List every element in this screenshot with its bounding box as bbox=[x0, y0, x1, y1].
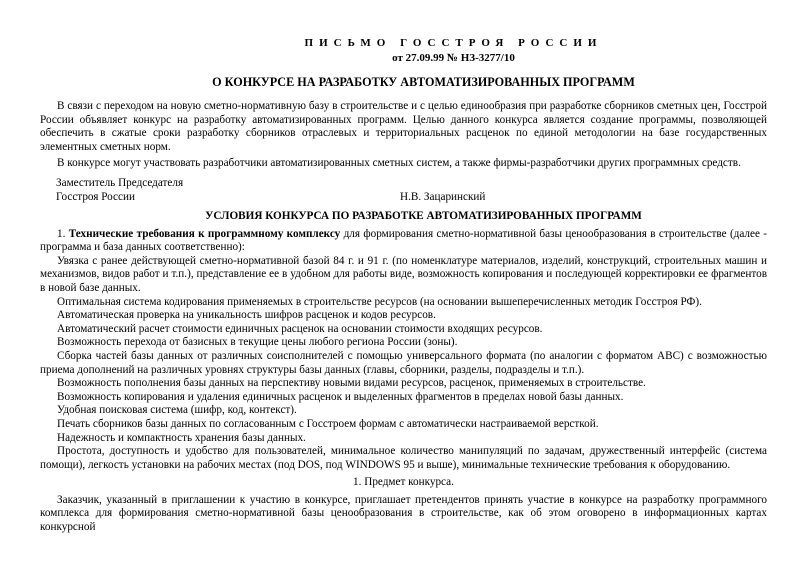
requirements-heading: Технические требования к программному комплексу bbox=[68, 227, 341, 240]
letter-heading: ПИСЬМО ГОССТРОЯ РОССИИ bbox=[304, 37, 603, 49]
requirements-intro-text: для формирования сметно-нормативной базы ценообразования в строительстве (далее - программа и база данных соответственно): bbox=[40, 227, 768, 254]
requirement-item: Сборка частей базы данных от различных соисполнителей с помощью универсального формата (по аналогии с форматом АВС) с возможностью приема дополнений на различных уровнях структуры базы данных (главы, сборники, разделы, подразделы и т.п.). bbox=[40, 349, 767, 376]
letter-paragraph-1: В связи с переходом на новую сметно-нормативную базу в строительстве и с целью единообразия при разработке сборников сметных цен, Госстрой России объявляет конкурс на разработку автоматизированных программ. Целью данного конкурса является создание программы, позволяющей обеспечить в сжатые сроки разработку сборников отраслевых и территориальных расценок по единой методологии на базе государственных элементных сметных норм. bbox=[40, 100, 767, 153]
subject-paragraph: Заказчик, указанный в приглашении к участию в конкурсе, приглашает претендентов принять участие в конкурсе на разработку программного комплекса для формирования сметно-нормативной базы ценообразования в строительстве, как об этом оговорено в информационных картах конкурсной bbox=[40, 493, 767, 534]
conditions-section bbox=[40, 210, 767, 535]
requirement-item: Простота, доступность и удобство для пользователей, минимальное количество манипуляций по задачам, дружественный интерфейс (система помощи), легкость установки на рабочих местах (под DOS, под WINDOWS 95 и выше), минимальные технические требования к оборудованию. bbox=[40, 445, 767, 471]
item-number: 1. bbox=[57, 227, 66, 240]
requirement-item: Возможность перехода от базисных в текущие цены любого региона России (зоны). bbox=[57, 336, 458, 349]
requirements-intro bbox=[40, 228, 767, 255]
requirement-item: Надежность и компактность хранения базы данных. bbox=[57, 431, 306, 444]
signatory-position-line2: Госстроя России bbox=[56, 190, 135, 203]
requirement-item: Удобная поисковая система (шифр, код, контекст). bbox=[57, 404, 297, 417]
signatory-name: Н.В. Зацаринский bbox=[400, 190, 486, 203]
signature-block bbox=[40, 177, 767, 204]
letter-number-date: от 27.09.99 № НЗ-3277/10 bbox=[392, 52, 515, 64]
requirements-list bbox=[40, 255, 767, 473]
signatory-position-line1: Заместитель Председателя bbox=[56, 177, 184, 189]
requirement-item: Печать сборников базы данных по согласованным с Госстроем формам с автоматически настраиваемой версткой. bbox=[57, 417, 599, 430]
requirement-item: Автоматическая проверка на уникальность шифров расценок и кодов ресурсов. bbox=[57, 309, 436, 322]
requirement-item: Возможность пополнения базы данных на перспективу новыми видами ресурсов, расценок, применяемых в строительстве. bbox=[57, 377, 646, 390]
subject-heading: 1. Предмет конкурса. bbox=[353, 476, 454, 489]
requirement-item: Оптимальная система кодирования применяемых в строительстве ресурсов (на основании вышеперечисленных методик Госстроя РФ). bbox=[57, 295, 702, 308]
conditions-title: УСЛОВИЯ КОНКУРСА ПО РАЗРАБОТКЕ АВТОМАТИЗИРОВАННЫХ ПРОГРАММ bbox=[205, 210, 642, 222]
requirement-item: Увязка с ранее действующей сметно-нормативной базой 84 г. и 91 г. (по номенклатуре материалов, изделий, конструкций, строительных машин и механизмов, видов работ и т.п.), представление ее в удобном для работы виде, возможность копирования и последующей корректировки ее фрагментов в новой базе данных. bbox=[40, 254, 767, 294]
requirement-item: Автоматический расчет стоимости единичных расценок на основании стоимости входящих ресурсов. bbox=[57, 322, 543, 335]
letter-paragraph-2: В конкурсе могут участвовать разработчики автоматизированных сметных систем, а также фирмы-разработчики других программных средств. bbox=[57, 157, 741, 170]
requirement-item: Возможность копирования и удаления единичных расценок и выделенных фрагментов в пределах новой базы данных. bbox=[57, 390, 624, 403]
document-title: О КОНКУРСЕ НА РАЗРАБОТКУ АВТОМАТИЗИРОВАННЫХ ПРОГРАММ bbox=[212, 75, 635, 89]
letter-body bbox=[40, 100, 767, 171]
